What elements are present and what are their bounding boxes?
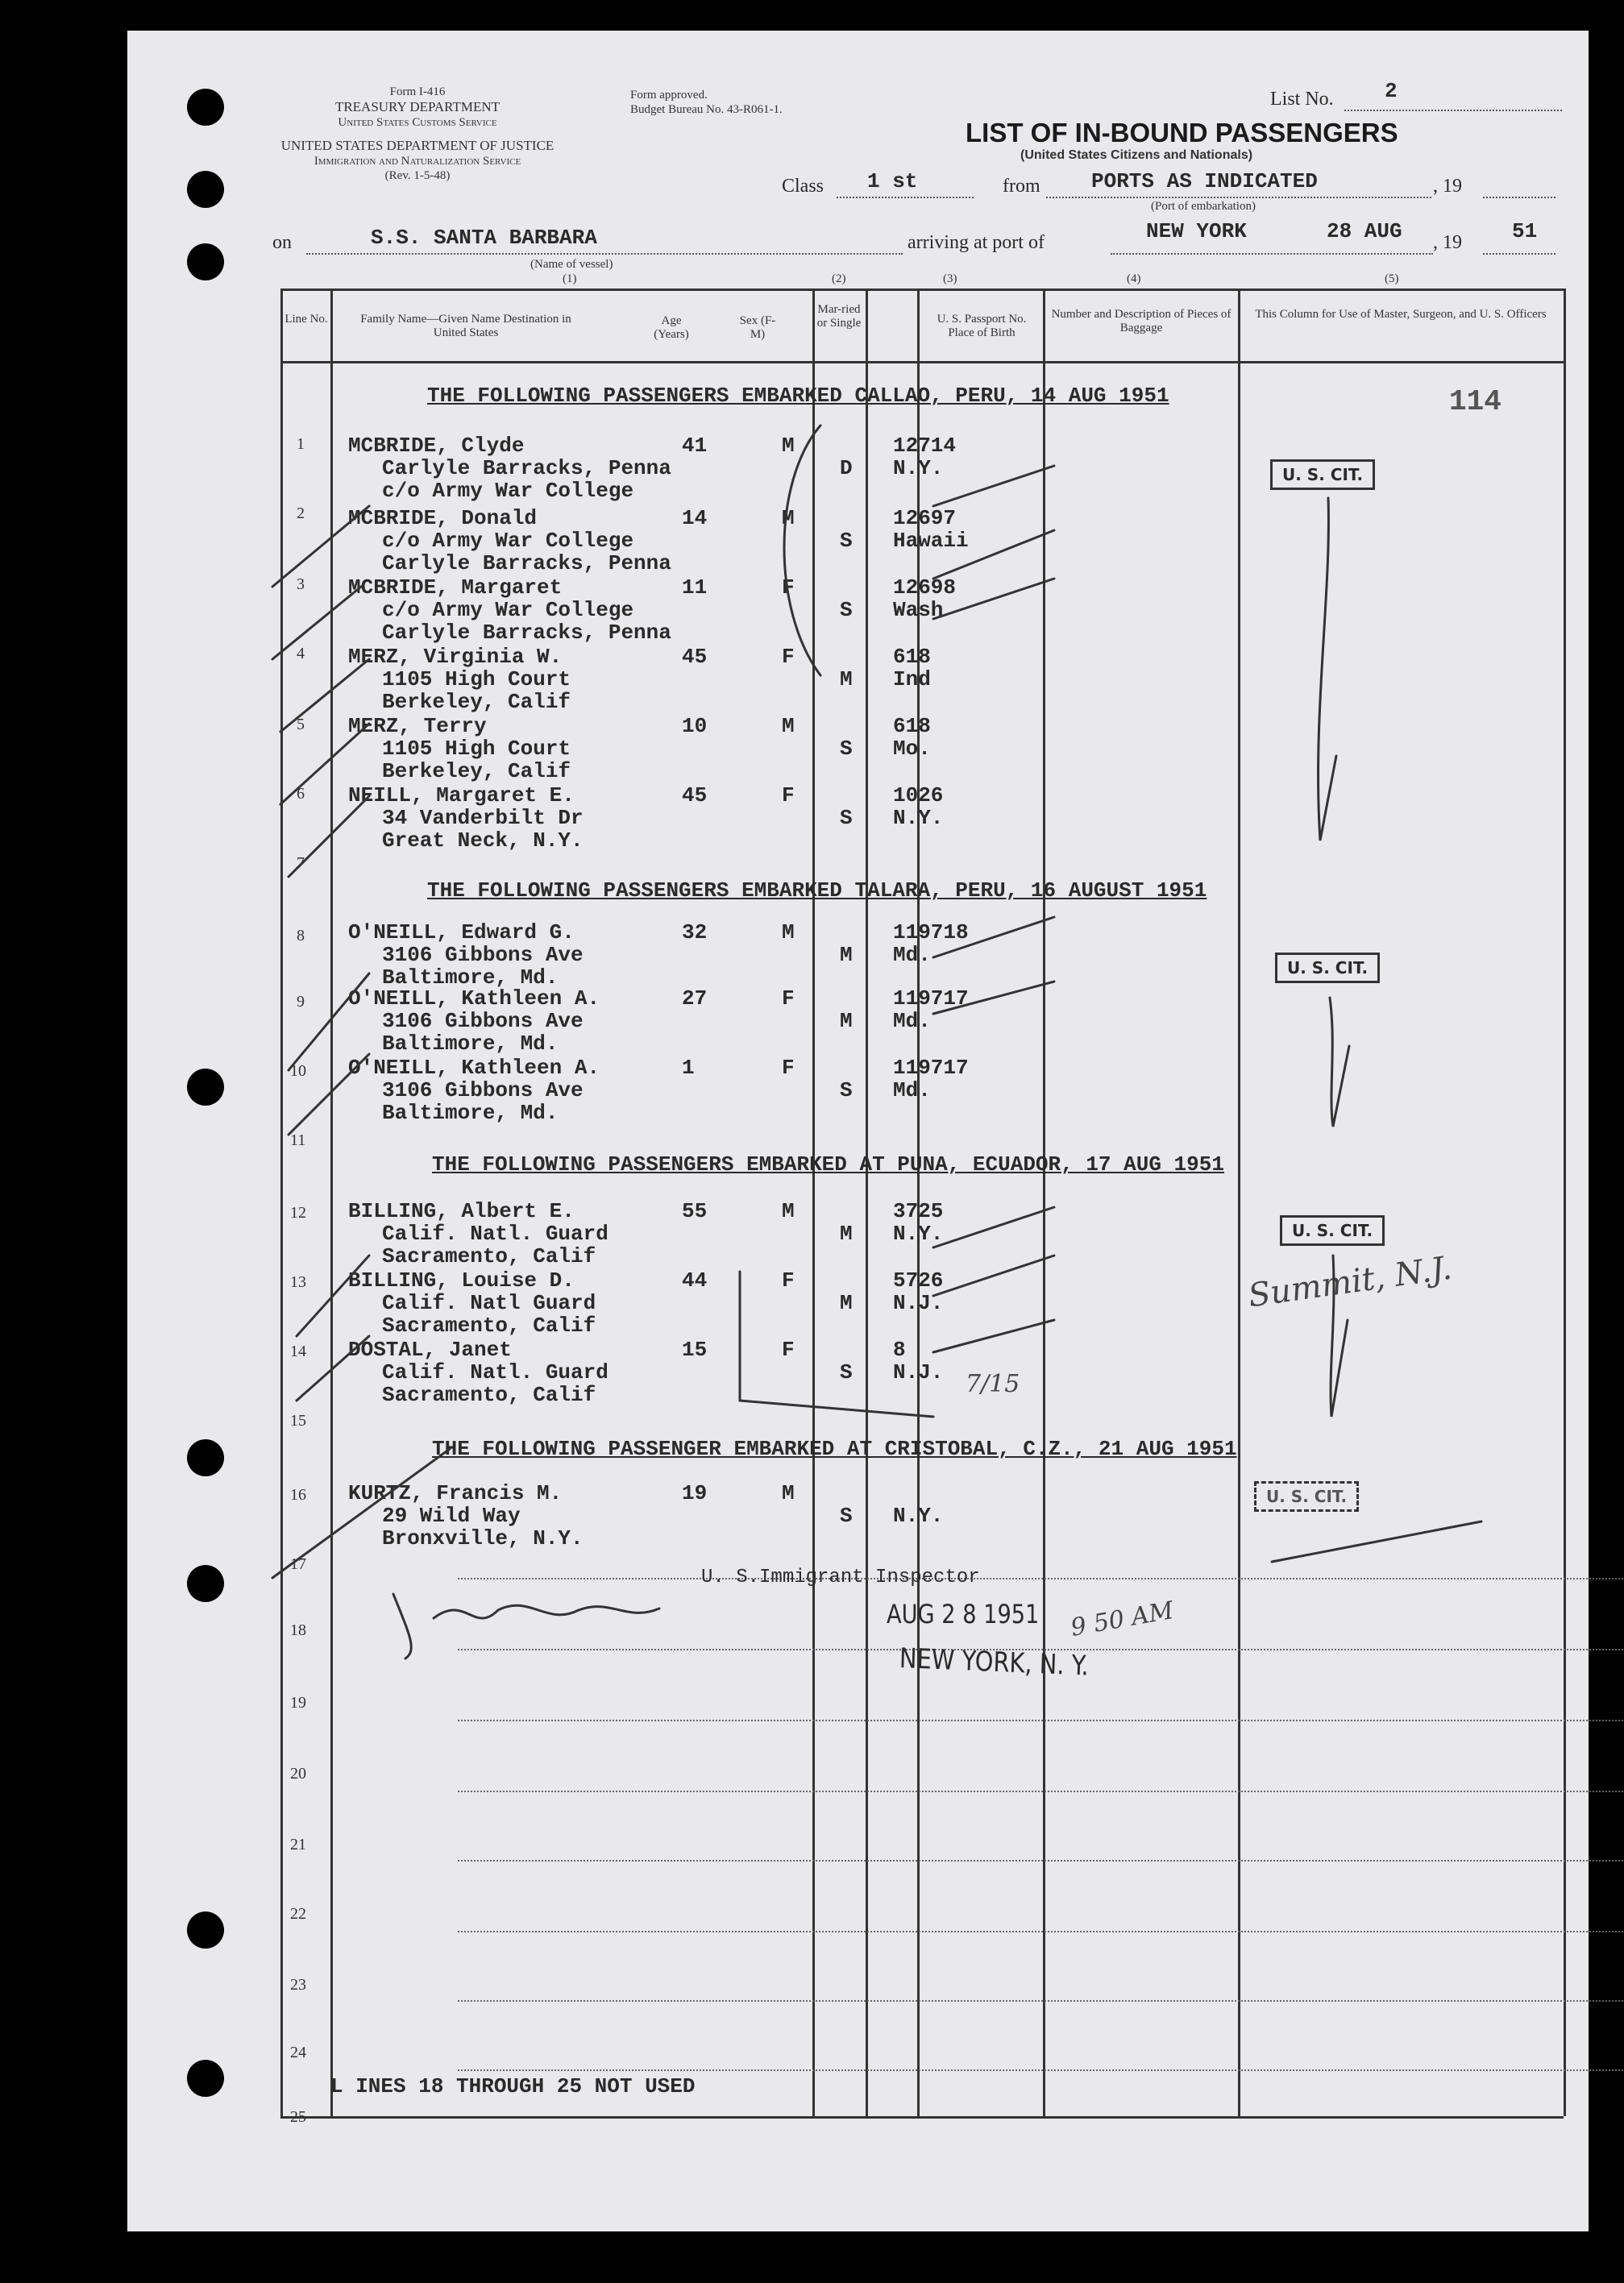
passenger-address: 1105 High Court (382, 667, 571, 691)
passenger-passport: 618 (893, 645, 931, 669)
passenger-name: MCBRIDE, Clyde (348, 434, 525, 458)
passenger-marital-status: D (840, 456, 853, 480)
tick-mark (933, 579, 1054, 619)
inspector-label: U. S.Immigrant Inspector (701, 1567, 980, 1588)
passenger-sex: F (782, 986, 795, 1011)
line-number: 4 (297, 645, 305, 662)
passenger-name: MERZ, Virginia W. (348, 645, 563, 669)
passenger-age: 41 (682, 434, 708, 458)
passenger-birthplace: Md. (893, 943, 931, 967)
passenger-age: 44 (682, 1268, 708, 1293)
banner-callao: THE FOLLOWING PASSENGERS EMBARKED CALLAO, PERU, 14 AUG 1951 (427, 384, 1169, 408)
passenger-passport: 8 (893, 1338, 906, 1362)
header-married: Mar-ried or Single (816, 303, 862, 330)
passenger-address: Sacramento, Calif (382, 1383, 596, 1407)
place-stamp: NEW YORK, N. Y. (899, 1642, 1090, 1683)
line-number: 21 (290, 1836, 306, 1853)
passenger-birthplace: N.Y. (893, 806, 944, 830)
passenger-passport: 119717 (893, 1056, 969, 1080)
justice-label: UNITED STATES DEPARTMENT OF JUSTICE (280, 138, 554, 153)
passenger-name: MERZ, Terry (348, 714, 487, 738)
us-cit-stamp: U. S. CIT. (1270, 459, 1375, 490)
passenger-marital-status: S (840, 806, 853, 830)
check-mark (1319, 498, 1336, 841)
vessel-col-num: (1) (563, 272, 577, 285)
passenger-passport: 119717 (893, 986, 969, 1011)
passenger-sex: M (782, 1481, 795, 1505)
col-num-officers: (5) (1385, 272, 1399, 285)
passenger-address: 3106 Gibbons Ave (382, 1078, 584, 1102)
passenger-marital-status: S (840, 598, 853, 622)
punch-hole (187, 243, 224, 280)
passenger-address: 29 Wild Way (382, 1504, 521, 1528)
passenger-address: 34 Vanderbilt Dr (382, 806, 584, 830)
port-caption: (Port of embarkation) (1151, 200, 1256, 213)
header-baggage: Number and Description of Pieces of Baggage (1051, 308, 1231, 334)
header-age: Age (Years) (654, 314, 689, 341)
arrival-year: 51 (1512, 219, 1538, 243)
line-number: 11 (290, 1131, 306, 1149)
passenger-name: O'NEILL, Edward G. (348, 920, 575, 944)
passenger-birthplace: Ind (893, 667, 931, 691)
passenger-address: Sacramento, Calif (382, 1314, 596, 1338)
passenger-sex: M (782, 920, 795, 944)
passenger-birthplace: N.Y. (893, 1222, 944, 1246)
passenger-address: c/o Army War College (382, 479, 634, 503)
passenger-name: KURTZ, Francis M. (348, 1481, 563, 1505)
passenger-address: Baltimore, Md. (382, 965, 559, 990)
line-number: 24 (290, 2044, 306, 2061)
passenger-age: 32 (682, 920, 708, 944)
pen-marks (127, 31, 1589, 2231)
line-number: 10 (290, 1062, 306, 1080)
passenger-address: Baltimore, Md. (382, 1032, 559, 1056)
tick-mark (933, 466, 1054, 506)
vessel-name: S.S. SANTA BARBARA (371, 226, 597, 250)
class-label: Class (782, 176, 824, 197)
passenger-marital-status: M (840, 1009, 853, 1033)
passenger-sex: F (782, 783, 795, 807)
passenger-birthplace: N.Y. (893, 1504, 944, 1528)
passenger-sex: M (782, 714, 795, 738)
passenger-marital-status: M (840, 1291, 853, 1315)
passenger-birthplace: Md. (893, 1009, 931, 1033)
form-number: Form I-416 (389, 85, 446, 98)
passenger-address: Calif. Natl. Guard (382, 1360, 608, 1384)
passenger-address: c/o Army War College (382, 529, 634, 553)
col-num-passport: (3) (943, 272, 957, 285)
revision-label: (Rev. 1-5-48) (384, 169, 451, 182)
from-label: from (1003, 176, 1040, 197)
line-number: 19 (290, 1694, 306, 1712)
passenger-address: Carlyle Barracks, Penna (382, 456, 671, 480)
passenger-marital-status: S (840, 1360, 853, 1384)
margin-slash (289, 1054, 369, 1135)
document-page (127, 31, 1589, 2231)
passenger-name: O'NEILL, Kathleen A. (348, 1056, 600, 1080)
passenger-marital-status: S (840, 1078, 853, 1102)
banner-puna: THE FOLLOWING PASSENGERS EMBARKED AT PUNA, ECUADOR, 17 AUG 1951 (432, 1152, 1224, 1177)
us-cit-stamp: U. S. CIT. (1275, 953, 1380, 983)
margin-slash (289, 796, 369, 877)
passenger-sex: F (782, 575, 795, 600)
passenger-passport: 618 (893, 714, 931, 738)
form-subtitle: (United States Citizens and Nationals) (1020, 148, 1253, 162)
check-mark (1331, 1256, 1348, 1417)
passenger-sex: F (782, 1338, 795, 1362)
passenger-name: DOSTAL, Janet (348, 1338, 512, 1362)
tick-mark (933, 1207, 1054, 1247)
passenger-address: Berkeley, Calif (382, 690, 571, 714)
passenger-birthplace: Mo. (893, 737, 931, 761)
line-number: 17 (290, 1555, 306, 1573)
passenger-passport: 12698 (893, 575, 957, 600)
col-num-married: (2) (832, 272, 846, 285)
form-title: LIST OF IN-BOUND PASSENGERS (966, 118, 1398, 147)
passenger-sex: F (782, 645, 795, 669)
banner-talara: THE FOLLOWING PASSENGERS EMBARKED TALARA, PERU, 16 AUGUST 1951 (427, 878, 1207, 903)
passenger-address: Bronxville, N.Y. (382, 1526, 584, 1550)
vessel-caption: (Name of vessel) (530, 258, 613, 271)
passenger-address: Sacramento, Calif (382, 1244, 596, 1268)
budget-label: Budget Bureau No. 43-R061-1. (630, 103, 783, 116)
tick-mark (933, 982, 1054, 1014)
bracket-mark (740, 1272, 933, 1417)
margin-slash (297, 1256, 369, 1336)
margin-slash (272, 1449, 450, 1578)
line-number: 15 (290, 1412, 306, 1430)
arriving-label: arriving at port of (908, 232, 1045, 253)
line-number: 13 (290, 1273, 306, 1291)
punch-hole (187, 89, 224, 126)
passenger-age: 45 (682, 645, 708, 669)
margin-slash (272, 587, 361, 659)
line-number: 8 (297, 927, 305, 944)
passenger-marital-status: S (840, 529, 853, 553)
line-number: 16 (290, 1486, 306, 1504)
passenger-sex: M (782, 1199, 795, 1223)
margin-slash (272, 506, 369, 587)
passenger-sex: F (782, 1268, 795, 1293)
tick-mark (933, 530, 1054, 579)
diagonal-slash (1272, 1521, 1481, 1562)
header-name: Family Name—Given Name Destination in United States (360, 313, 571, 339)
passenger-passport: 5726 (893, 1268, 944, 1293)
passenger-birthplace: N.J. (893, 1291, 944, 1315)
line-number: 5 (297, 716, 305, 733)
passenger-passport: 12714 (893, 434, 957, 458)
tick-mark (933, 1320, 1054, 1352)
arrival-date: 28 AUG (1327, 219, 1402, 243)
treasury-label: TREASURY DEPARTMENT (334, 99, 500, 114)
passenger-name: BILLING, Albert E. (348, 1199, 575, 1223)
line-number: 6 (297, 785, 305, 803)
check-mark (1330, 998, 1349, 1127)
passenger-address: Baltimore, Md. (382, 1101, 559, 1125)
passenger-marital-status: M (840, 1222, 853, 1246)
year-prefix-1: , 19 (1433, 176, 1462, 197)
header-passport: U. S. Passport No. Place of Birth (937, 313, 1027, 339)
ins-label: Immigration and Naturalization Service (314, 155, 521, 168)
banner-cristobal: THE FOLLOWING PASSENGER EMBARKED AT CRISTOBAL, C.Z., 21 AUG 1951 (432, 1437, 1237, 1461)
passenger-birthplace: N.Y. (893, 456, 944, 480)
punch-hole (187, 1069, 224, 1106)
list-no-label: List No. (1270, 89, 1334, 110)
footer-note: L INES 18 THROUGH 25 NOT USED (330, 2074, 696, 2098)
passenger-passport: 3725 (893, 1199, 944, 1223)
passenger-age: 55 (682, 1199, 708, 1223)
line-number: 18 (290, 1621, 306, 1639)
margin-slash (289, 973, 369, 1070)
customs-label: United States Customs Service (338, 116, 497, 129)
passenger-birthplace: Hawaii (893, 529, 969, 553)
margin-slash (280, 724, 369, 804)
passenger-passport: 12697 (893, 506, 957, 530)
tick-mark (933, 917, 1054, 957)
passenger-birthplace: N.J. (893, 1360, 944, 1384)
dostal-note: 7/15 (966, 1370, 1020, 1398)
passenger-address: c/o Army War College (382, 598, 634, 622)
line-number: 25 (290, 2108, 306, 2126)
passenger-passport: 119718 (893, 920, 969, 944)
passenger-age: 14 (682, 506, 708, 530)
line-number: 22 (290, 1905, 306, 1923)
passenger-age: 11 (682, 575, 708, 600)
bracket-mark (784, 425, 820, 675)
passenger-address: Berkeley, Calif (382, 759, 571, 783)
passenger-sex: M (782, 506, 795, 530)
line-number: 14 (290, 1343, 306, 1360)
passenger-age: 1 (682, 1056, 695, 1080)
line-number: 2 (297, 504, 305, 522)
passenger-marital-status: S (840, 737, 853, 761)
punch-hole (187, 1565, 224, 1602)
punch-hole (187, 2060, 224, 2097)
passenger-birthplace: Md. (893, 1078, 931, 1102)
line-number: 7 (297, 854, 305, 872)
passenger-address: 1105 High Court (382, 737, 571, 761)
list-no-value: 2 (1385, 79, 1398, 103)
passenger-age: 15 (682, 1338, 708, 1362)
line-number: 9 (297, 993, 305, 1011)
passenger-birthplace: Wash (893, 598, 944, 622)
date-stamp: AUG 2 8 1951 (887, 1599, 1040, 1629)
time-note: 9 50 AM (1068, 1596, 1176, 1642)
passenger-age: 27 (682, 986, 708, 1011)
margin-slash (280, 659, 369, 732)
year-prefix-2: , 19 (1433, 232, 1462, 253)
passenger-passport: 1026 (893, 783, 944, 807)
passenger-marital-status: M (840, 943, 853, 967)
line-number: 12 (290, 1204, 306, 1222)
approved-label: Form approved. (630, 89, 708, 102)
passenger-name: MCBRIDE, Margaret (348, 575, 563, 600)
margin-slash (297, 1336, 369, 1401)
on-label: on (272, 232, 292, 253)
passenger-name: NEILL, Margaret E. (348, 783, 575, 807)
line-number: 3 (297, 575, 305, 593)
port-of-embarkation: PORTS AS INDICATED (1091, 169, 1318, 193)
line-number: 1 (297, 435, 305, 453)
header-officers: This Column for Use of Master, Surgeon, and U. S. Officers (1255, 308, 1547, 321)
passenger-address: Carlyle Barracks, Penna (382, 621, 671, 645)
punch-hole (187, 1911, 224, 1949)
passenger-address: Great Neck, N.Y. (382, 828, 584, 853)
passenger-sex: F (782, 1056, 795, 1080)
passenger-name: O'NEILL, Kathleen A. (348, 986, 600, 1011)
summit-note: Summit, N.J. (1246, 1249, 1455, 1315)
passenger-age: 19 (682, 1481, 708, 1505)
punch-hole (187, 171, 224, 208)
us-cit-stamp: U. S. CIT. (1254, 1481, 1359, 1512)
signature (393, 1594, 659, 1658)
passenger-age: 45 (682, 783, 708, 807)
tick-mark (933, 1256, 1054, 1296)
passenger-name: MCBRIDE, Donald (348, 506, 538, 530)
passenger-sex: M (782, 434, 795, 458)
passenger-address: 3106 Gibbons Ave (382, 943, 584, 967)
sheet-number: 114 (1449, 385, 1501, 418)
line-number: 23 (290, 1976, 306, 1994)
header-line-no: Line No. (285, 313, 328, 326)
passenger-address: Carlyle Barracks, Penna (382, 551, 671, 575)
punch-hole (187, 1439, 224, 1476)
passenger-marital-status: M (840, 667, 853, 691)
class-value: 1 st (867, 169, 918, 193)
col-num-baggage: (4) (1127, 272, 1141, 285)
us-cit-stamp: U. S. CIT. (1280, 1215, 1385, 1246)
arrival-port: NEW YORK (1146, 219, 1247, 243)
passenger-address: Calif. Natl. Guard (382, 1222, 608, 1246)
passenger-address: Calif. Natl Guard (382, 1291, 596, 1315)
header-sex: Sex (F-M) (739, 314, 776, 341)
passenger-address: 3106 Gibbons Ave (382, 1009, 584, 1033)
passenger-age: 10 (682, 714, 708, 738)
passenger-name: BILLING, Louise D. (348, 1268, 575, 1293)
passenger-marital-status: S (840, 1504, 853, 1528)
line-number: 20 (290, 1765, 306, 1783)
